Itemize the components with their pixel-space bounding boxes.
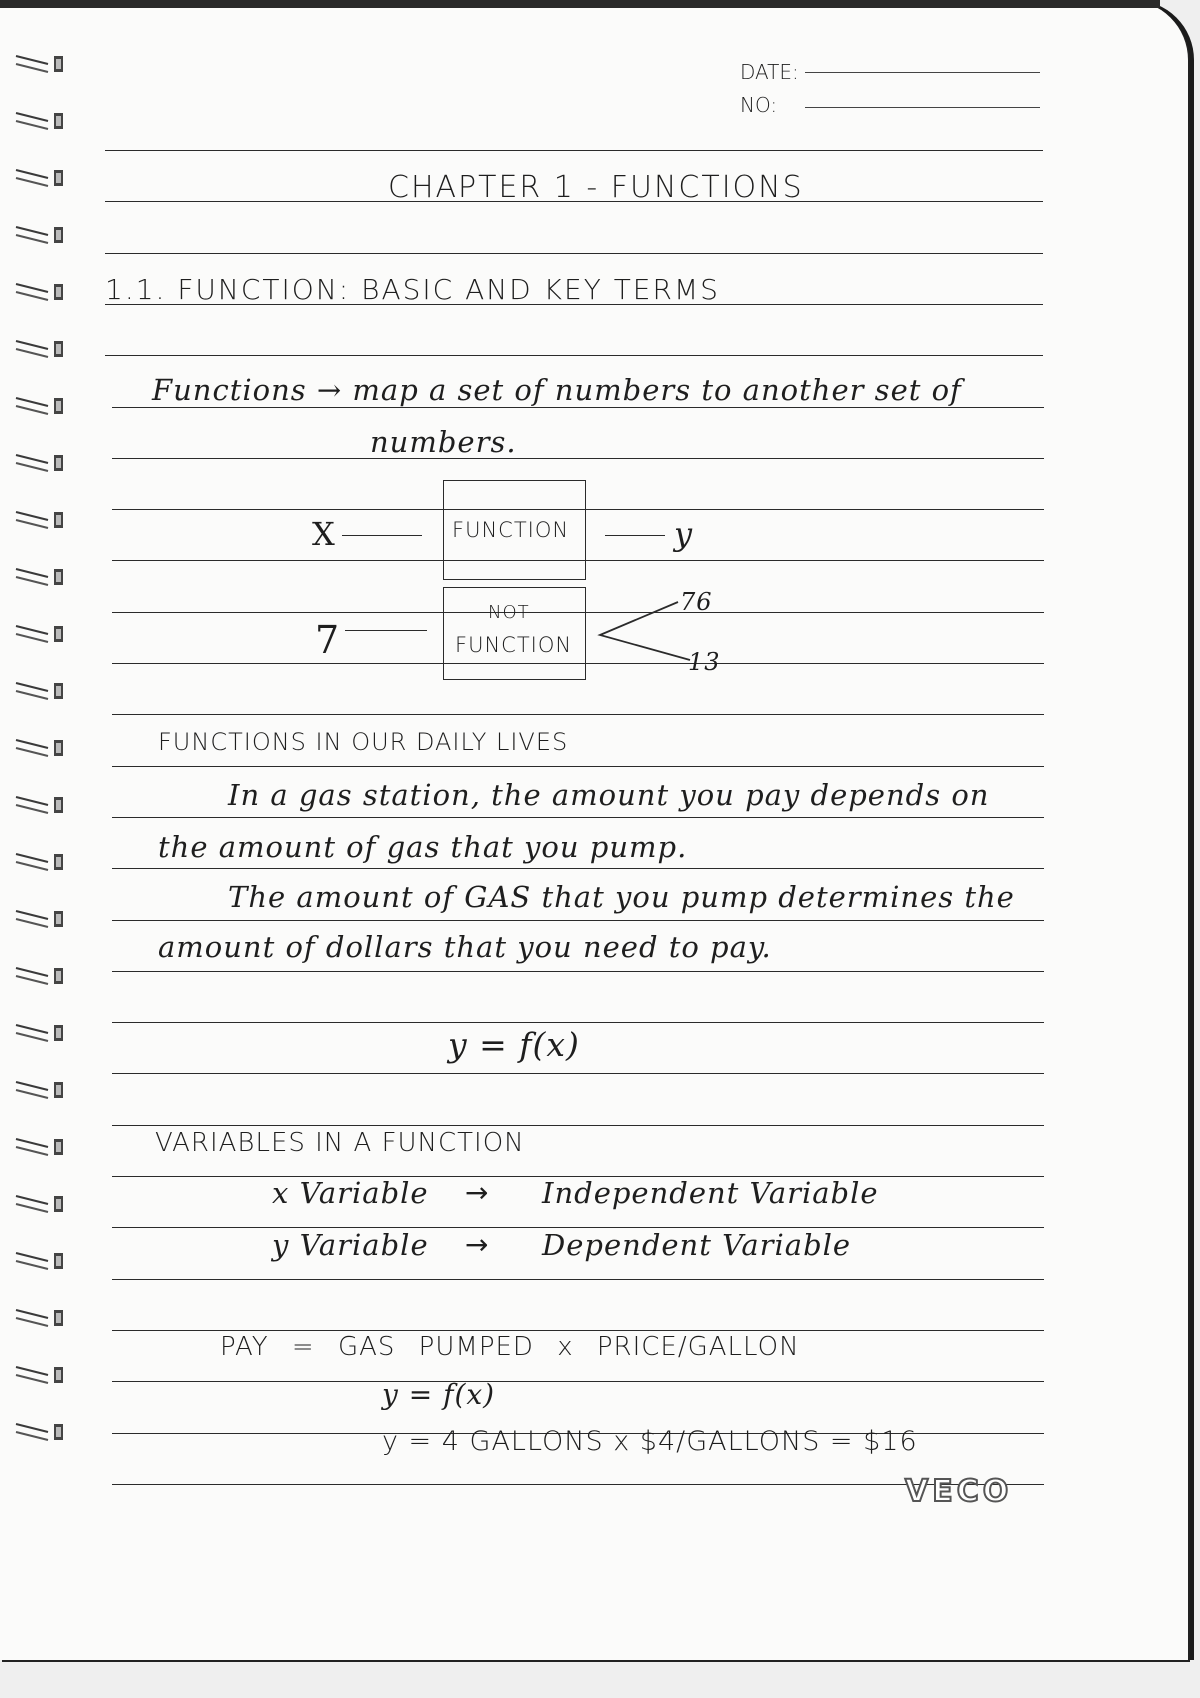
spiral-coil (14, 1019, 69, 1047)
ruled-line (105, 355, 1043, 356)
example-equation: PAY = GAS PUMPED x PRICE/GALLON (220, 1332, 800, 1362)
variables-heading: VARIABLES IN A FUNCTION (155, 1128, 525, 1158)
independent-variable: Independent Variable (542, 1176, 879, 1210)
not-function-output-bottom: 13 (688, 648, 721, 676)
ruled-line (112, 458, 1044, 459)
function-input-arrow (342, 535, 422, 536)
y-variable-label: y Variable (272, 1228, 429, 1262)
spiral-coil (14, 1304, 69, 1332)
ruled-line (112, 1073, 1044, 1074)
daily-lives-p1-line2: the amount of gas that you pump. (158, 830, 688, 864)
spiral-coil (14, 1418, 69, 1446)
spiral-coil (14, 734, 69, 762)
date-field-line (805, 72, 1040, 73)
definition-line-1: Functions → map a set of numbers to another set of (152, 373, 962, 407)
dependent-variable: Dependent Variable (542, 1228, 852, 1262)
daily-lives-p2-line1: The amount of GAS that you pump determines the (228, 880, 1015, 914)
ruled-line (112, 1125, 1044, 1126)
ruled-line (112, 1022, 1044, 1023)
spiral-coil (14, 1361, 69, 1389)
spiral-coil (14, 1076, 69, 1104)
date-label: DATE: (740, 60, 799, 84)
spiral-coil (14, 449, 69, 477)
section-heading: 1.1. FUNCTION: BASIC AND KEY TERMS (105, 273, 720, 306)
spiral-coil (14, 1247, 69, 1275)
daily-lives-heading: FUNCTIONS IN OUR DAILY LIVES (158, 728, 569, 756)
not-function-box-line2: FUNCTION (455, 633, 573, 657)
spiral-coil (14, 677, 69, 705)
x-variable-arrow: → (465, 1176, 489, 1209)
ruled-line (105, 150, 1043, 151)
spiral-coil (14, 1133, 69, 1161)
spiral-coil (14, 107, 69, 135)
daily-lives-p1-line1: In a gas station, the amount you pay depends on (228, 778, 990, 812)
function-input-x: X (312, 515, 336, 553)
spiral-coil (14, 221, 69, 249)
ruled-line (112, 766, 1044, 767)
not-function-input-arrow (345, 630, 427, 631)
ruled-line (112, 714, 1044, 715)
spiral-coil (14, 962, 69, 990)
ruled-line (105, 253, 1043, 254)
function-output-arrow (605, 535, 665, 536)
spiral-coil (14, 791, 69, 819)
spiral-coil (14, 164, 69, 192)
daily-lives-p2-line2: amount of dollars that you need to pay. (158, 930, 772, 964)
ruled-line (112, 868, 1044, 869)
spiral-coil (14, 848, 69, 876)
example-line2: y = f(x) (382, 1378, 496, 1411)
function-output-y: y (674, 515, 694, 553)
spiral-coil (14, 392, 69, 420)
ruled-line (112, 971, 1044, 972)
spiral-coil (14, 620, 69, 648)
spiral-coil (14, 563, 69, 591)
not-function-output-top: 76 (680, 588, 713, 616)
ruled-line (112, 920, 1044, 921)
brand-logo: VECO (905, 1474, 1013, 1509)
formula: y = f(x) (448, 1025, 580, 1064)
spiral-coil (14, 50, 69, 78)
no-label: NO: (740, 93, 778, 117)
no-field-line (805, 107, 1040, 108)
spiral-coil (14, 1190, 69, 1218)
spiral-coil (14, 905, 69, 933)
chapter-title: CHAPTER 1 - FUNCTIONS (388, 170, 804, 205)
example-line3: y = 4 GALLONS x $4/GALLONS = $16 (382, 1426, 918, 1457)
spiral-coil (14, 278, 69, 306)
ruled-line (112, 1279, 1044, 1280)
spiral-coil (14, 506, 69, 534)
function-box-label: FUNCTION (452, 518, 570, 542)
ruled-line (112, 817, 1044, 818)
spiral-binding (14, 50, 69, 1610)
definition-line-2: numbers. (370, 425, 517, 459)
page-top-edge (0, 0, 1160, 8)
spiral-coil (14, 335, 69, 363)
ruled-line (112, 1330, 1044, 1331)
not-function-box-line1: NOT (488, 602, 530, 623)
ruled-line (112, 1381, 1044, 1382)
not-function-input: 7 (315, 618, 341, 662)
x-variable-label: x Variable (272, 1176, 429, 1210)
y-variable-arrow: → (465, 1228, 489, 1261)
